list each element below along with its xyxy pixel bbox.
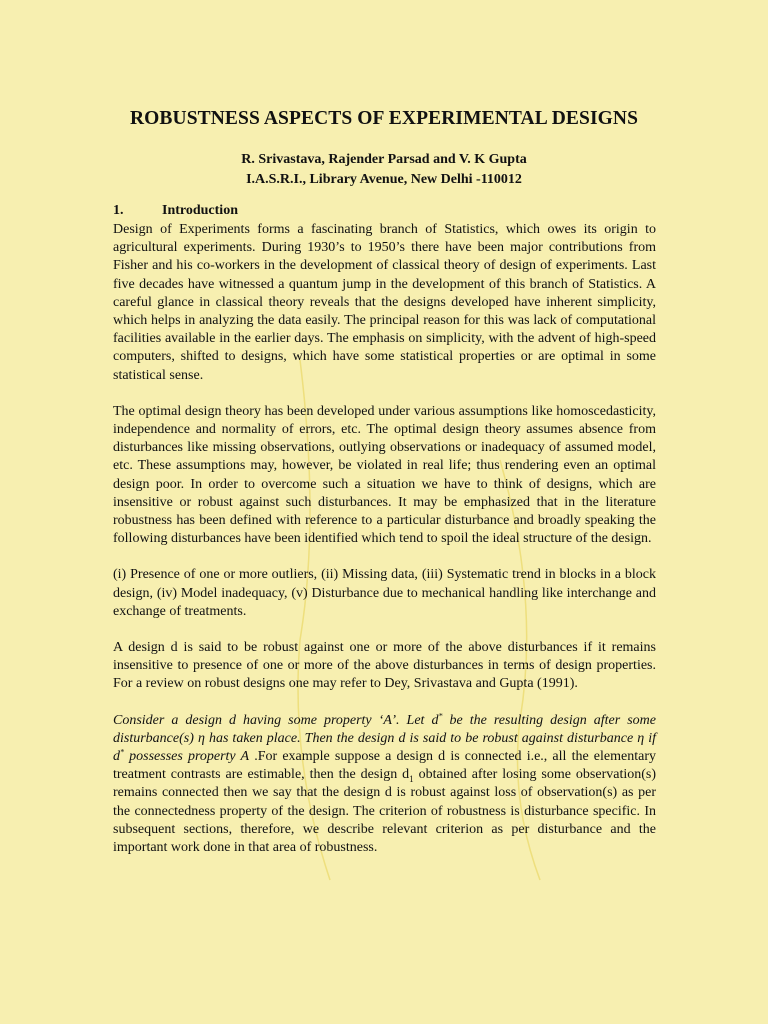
author-block	[0, 150, 768, 190]
section-number: 1.	[113, 203, 124, 218]
eta-symbol: η	[197, 730, 205, 746]
paragraph-2: The optimal design theory has been developed under various assumptions like homoscedasticity, independence and normality of errors, etc. The optimal design theory assumes absence from disturbances like missing observations, outlying observations or inadequacy of assumed model, etc. These assumptions may, however, be violated in real life; thus rendering even an optimal design poor. In order to overcome such a situation we have to think of designs, which are insensitive or robust against such disturbances. It may be emphasized that in the literature robustness has been defined with reference to a particular disturbance and broadly speaking the following disturbances have been identified which tend to spoil the ideal structure of the design.	[113, 403, 656, 547]
eta-symbol: η	[637, 730, 645, 746]
p5-italic-3: has taken place. Then the design d is said to be robust against disturbance	[204, 730, 638, 746]
p5-text-2: obtained after losing some observation(s) remains connected then we say that the design d is robust against loss of observation(s) as per the connectedness property of the design. The criterion of robustness is disturbance specific. In subsequent sections, therefore, we describe relevant criterion as per disturbance and the important work done in that area of robustness.	[113, 767, 657, 856]
author-affiliation: I.A.S.R.I., Library Avenue, New Delhi -110012	[246, 172, 522, 187]
p5-italic-1: Consider a design d having some property ‘A’. Let d	[113, 712, 439, 728]
section-title: Introduction	[162, 203, 238, 218]
p5-italic-5: possesses property A	[124, 749, 250, 765]
p5-sub-1: 1	[409, 774, 414, 785]
p5-sup-2: *	[120, 747, 124, 757]
paragraph-4: A design d is said to be robust against one or more of the above disturbances if it remains insensitive to presence of one or more of the above disturbances in terms of design properties. For a review on robust designs one may refer to Dey, Srivastava and Gupta (1991).	[113, 640, 656, 692]
p5-italic-4: if d	[113, 730, 656, 765]
paper-title: ROBUSTNESS ASPECTS OF EXPERIMENTAL DESIGNS	[129, 108, 639, 129]
section-heading	[113, 203, 238, 219]
paragraph-5	[113, 712, 656, 858]
p5-italic-2: be the resulting design after some disturbance(s)	[113, 712, 656, 746]
author-names: R. Srivastava, Rajender Parsad and V. K Gupta	[241, 152, 527, 167]
paragraph-3: (i) Presence of one or more outliers, (ii) Missing data, (iii) Systematic trend in blocks in a block design, (iv) Model inadequacy, (v) Disturbance due to mechanical handling like interchange and exchange of treatments.	[113, 567, 656, 619]
paragraph-1: Design of Experiments forms a fascinating branch of Statistics, which owes its origin to agricultural experiments. During 1930’s to 1950’s there have been major contributions from Fisher and his co-workers in the development of classical theory of design of experiments. Last five decades have witnessed a quantum jump in the development of this branch of Statistics. A careful glance in classical theory reveals that the designs developed have inherent simplicity, which helps in analyzing the data easily. The principal reason for this was lack of computational facilities available in the earlier days. The emphasis on simplicity, with the advent of high-speed computers, shifted to designs, which have some statistical properties or are optimal in some statistical sense.	[113, 222, 656, 383]
p5-sup-1: *	[438, 711, 443, 721]
body-text	[113, 221, 656, 857]
p5-text-1: .For example suppose a design d is connected i.e., all the elementary treatment contrasts are estimable, then the design d	[113, 749, 656, 783]
